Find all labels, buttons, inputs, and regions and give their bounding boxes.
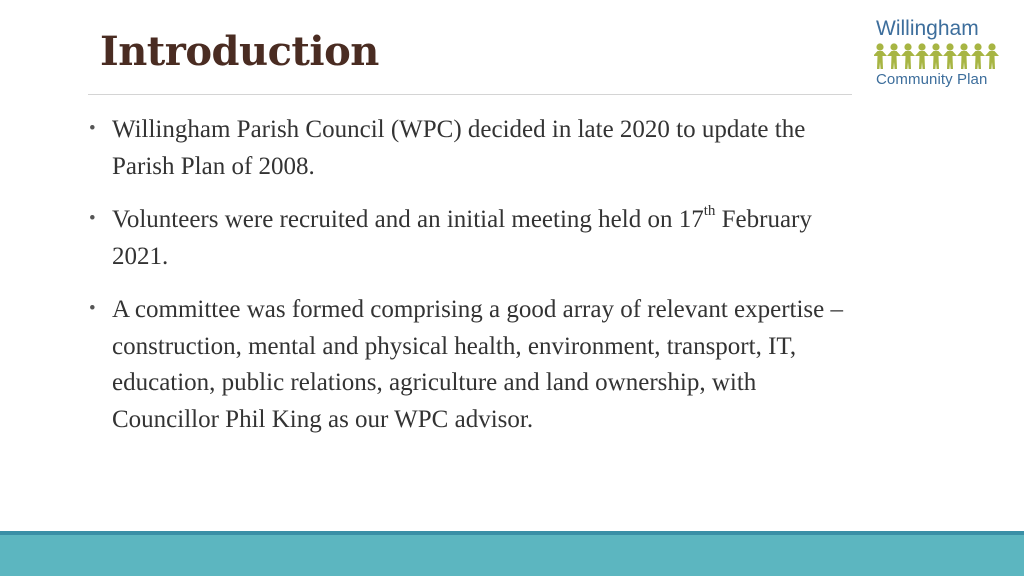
- logo-text-willingham: Willingham: [876, 17, 979, 40]
- footer-accent-line: [0, 531, 1024, 535]
- figure-head: [890, 43, 897, 50]
- figure-body: [915, 51, 929, 69]
- figure-body: [901, 51, 915, 69]
- slide-title: Introduction: [100, 28, 379, 75]
- figure-head: [932, 43, 939, 50]
- figure-body: [943, 51, 957, 69]
- bullet-text: Volunteers were recruited and an initial meeting held on 17: [112, 206, 704, 233]
- figure-body: [887, 51, 901, 69]
- figure-head: [988, 43, 995, 50]
- bullet-list: [88, 112, 848, 455]
- logo-text-community-plan: Community Plan: [876, 71, 988, 88]
- bullet-glyph: •: [89, 208, 96, 229]
- figure-head: [876, 43, 883, 50]
- community-plan-logo: [874, 16, 1004, 92]
- figure-body: [874, 51, 887, 69]
- bullet-text: February 2021.: [112, 206, 812, 270]
- figure-head: [918, 43, 925, 50]
- figure-head: [904, 43, 911, 50]
- figure-body: [957, 51, 971, 69]
- title-divider: [88, 94, 852, 95]
- people-figures-icon: [874, 42, 1004, 72]
- figure-body: [985, 51, 999, 69]
- bullet-text: Willingham Parish Council (WPC) decided in late 2020 to update the Parish Plan of 2008.: [112, 116, 806, 180]
- bullet-glyph: •: [89, 118, 96, 139]
- bullet-glyph: •: [89, 298, 96, 319]
- footer-band: [0, 531, 1024, 576]
- bullet-text: A committee was formed comprising a good array of relevant expertise – construction, mental and physical health, environment, transport, IT, education, public relations, agriculture and land ownership, with Councillor Phil King as our WPC advisor.: [112, 296, 844, 433]
- figure-head: [946, 43, 953, 50]
- figure-body: [929, 51, 943, 69]
- figure-body: [971, 51, 985, 69]
- bullet-item: [88, 202, 848, 275]
- bullet-item: [88, 292, 848, 438]
- figure-head: [974, 43, 981, 50]
- bullet-item: [88, 112, 848, 185]
- bullet-superscript: th: [703, 202, 716, 219]
- figure-head: [960, 43, 967, 50]
